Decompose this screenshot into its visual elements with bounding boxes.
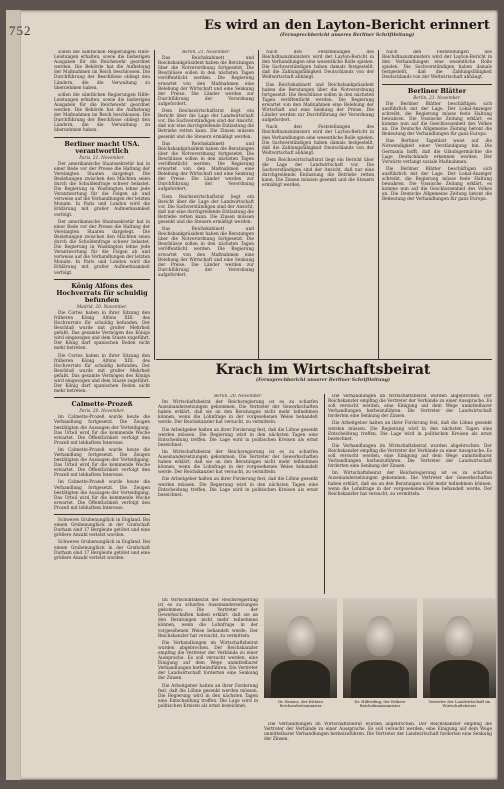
- krach-subtitle: (Fernsprechbericht unserer Berliner Schriftleitung): [255, 378, 391, 383]
- photo-captions: [264, 700, 496, 709]
- col2-text-2: Dem Reichswirtschaftsrat liegt ein Bericht über die Lage der Landwirtschaft vor. Die Sachverständigen sind der Ansicht, daß nur eine durchgreifende Entlastung die Betriebe retten kann. Die Zinsen müssen gesenkt und die Steuern ermäßigt werden.: [158, 109, 254, 140]
- section-dateline: Paris, 20. November.: [79, 409, 125, 415]
- bottom-left-text-3: Im Wirtschaftsbeirat der Reichsregierung ist es zu scharfen Auseinandersetzungen gekommen. Die Vertreter der Gewerkschaften haben erklärt, daß sie an den Beratungen nicht mehr teilnehmen können, wenn die Lohnfrage in der vorgesehenen Weise behandelt werde. Der Reichskanzler hat versucht, zu vermitteln.: [158, 449, 318, 476]
- layton-headline: [202, 18, 492, 40]
- section-dateline: Berlin, 21. November.: [413, 95, 461, 101]
- section-title-berliner-blaetter: Berliner Blätter: [407, 86, 467, 95]
- section-title-calmette: Calmette-Prozeß: [71, 400, 133, 409]
- footer-text: Die Verhandlungen im Wirtschaftsbeirat wurden abgebrochen. Der Reichskanzler empfing die Vertreter der Verbände zu einer Aussprache. Es soll versucht werden, eine Einigung auf dem Wege unmittelbarer Verhandlungen herbeizuführen. Die Vertreter der Landwirtschaft forderten eine Senkung der Zinsen.: [264, 722, 492, 743]
- section-body-3: Im Calmette-Prozeß wurde heute die Verhandlung fortgesetzt. Die Zeugen bestätigten die Aussagen der Verteidigung. Das Urteil wird für die kommende Woche erwartet. Die Öffentlichkeit verfolgt den Prozeß mit lebhaftem Interesse.: [54, 480, 150, 511]
- bottom-right-column: [328, 394, 492, 594]
- bottom-footer-text: [264, 722, 492, 770]
- bottom-far-left-text-3: Die Arbeitgeber halten an ihrer Forderung fest, daß die Löhne gesenkt werden müssen. Die Regierung wird in den nächsten Tagen eine Entscheidung treffen. Die Lage wird in politischen Kreisen als ernst bezeichnet.: [158, 683, 258, 709]
- col2-dateline: Berlin, 21. November.: [182, 50, 230, 55]
- section-title-usa: Berliner macht USA. verantwortlich: [64, 139, 140, 155]
- column-4: [382, 50, 492, 360]
- bottom-far-left-text-2: Die Verhandlungen im Wirtschaftsbeirat wurden abgebrochen. Der Reichskanzler empfing die Vertreter der Verbände zu einer Aussprache. Es soll versucht werden, eine Einigung auf dem Wege unmittelbarer Verhandlungen herbeizuführen. Die Vertreter der Landwirtschaft forderten eine Senkung der Zinsen.: [158, 640, 258, 682]
- krach-headline: [152, 362, 494, 385]
- col3-text-3: Nach den Feststellungen des Reichsfinanzministers wird der Layton-Bericht in den Verhandlungen eine wesentliche Rolle spielen. Die Sachverständigen haben damals festgestellt, daß die Zahlungsfähigkeit Deutschlands von der Weltwirtschaft abhängt.: [262, 125, 374, 156]
- col4-text-2: Die Berliner Blätter beschäftigen sich ausführlich mit der Lage. Der Lokal-Anzeiger schreibt, die Regierung müsse feste Haltung bewahren. Die Vossische Zeitung erklärt, es komme nun auf die Geschlossenheit des Volkes an. Die Deutsche Allgemeine Zeitung betont die Bedeutung der Verhandlungen für ganz Europa.: [382, 101, 492, 138]
- portrait-photo: [343, 598, 416, 698]
- col1-top-text-2: sollen die sämtlichen Regierungen Hilfe-Leistungen erhalten, sowie die bisherigen Ausgaben für die Reichswehr geordnet werden. Die Behörde hat die Aufhebung der Maßnahmen im Reich beschlossen. Die Durchführung der Beschlüsse obliegt den Ländern, die die Verwaltung zu übernehmen haben.: [54, 92, 150, 134]
- bottom-left-text-2: Die Arbeitgeber halten an ihrer Forderung fest, daß die Löhne gesenkt werden müssen. Die Regierung wird in den nächsten Tagen eine Entscheidung treffen. Die Lage wird in politischen Kreisen als ernst bezeichnet.: [158, 427, 318, 448]
- bottom-far-left-text: Im Wirtschaftsbeirat der Reichsregierung ist es zu scharfen Auseinandersetzungen gekommen. Die Vertreter der Gewerkschaften haben erklärt, daß sie an den Beratungen nicht mehr teilnehmen können, wenn die Lohnfrage in der vorgesehenen Weise behandelt werde. Der Reichskanzler hat versucht, zu vermitteln.: [158, 598, 258, 639]
- bottom-right-text-2: Die Arbeitgeber halten an ihrer Forderung fest, daß die Löhne gesenkt werden müssen. Die Regierung wird in den nächsten Tagen eine Entscheidung treffen. Die Lage wird in politischen Kreisen als ernst bezeichnet.: [328, 421, 492, 442]
- bottom-left-text: Im Wirtschaftsbeirat der Reichsregierung ist es zu scharfen Auseinandersetzungen gekommen. Die Vertreter der Gewerkschaften haben erklärt, daß sie an den Beratungen nicht mehr teilnehmen können, wenn die Lohnfrage in der vorgesehenen Weise behandelt werde. Der Reichskanzler hat versucht, zu vermitteln.: [158, 400, 318, 426]
- col3-text: Nach den Feststellungen des Reichsfinanzministers wird der Layton-Bericht in den Verhandlungen eine wesentliche Rolle spielen. Die Sachverständigen haben damals festgestellt, daß die Zahlungsfähigkeit Deutschlands von der Weltwirtschaft abhängt.: [262, 50, 374, 81]
- divider: [54, 397, 150, 398]
- bottom-left-column: [158, 394, 318, 594]
- portrait-photos: [264, 598, 496, 698]
- headline-text: Es wird an den Layton-Bericht erinnert: [204, 18, 490, 33]
- bottom-right-text-4: Im Wirtschaftsbeirat der Reichsregierung ist es zu scharfen Auseinandersetzungen gekommen. Die Vertreter der Gewerkschaften haben erklärt, daß sie an den Beratungen nicht mehr teilnehmen können, wenn die Lohnfrage in der vorgesehenen Weise behandelt werde. Der Reichskanzler hat versucht, zu vermitteln.: [328, 471, 492, 497]
- section-body-2: Der amerikanische Staatssekretär hat in einer Rede vor der Presse die Haltung der Vereinigten Staaten dargelegt. Die Beziehungen zwischen den Mächten seien durch die Schuldenfrage schwer belastet. Die Regierung in Washington lehne jede Verantwortung für die Folgen ab und verweise auf die Verhandlungen der letzten Monate. In Paris und London wird die Erklärung mit großer Aufmerksamkeit verfolgt.: [54, 219, 150, 276]
- col2-text-3: Das Reichskabinett und Reichsbankpräsident haben die Beratungen über die Notverordnung fortgesetzt. Die Beschlüsse sollen in den nächsten Tagen veröffentlicht werden. Die Regierung erwartet von den Maßnahmen eine Belebung der Wirtschaft und eine Senkung der Preise. Die Länder werden zur Durchführung der Verordnung aufgefordert.: [158, 141, 254, 193]
- section-body: Die Cortes haben in ihrer Sitzung den früheren König Alfons XIII. des Hochverrats für schuldig befunden. Der Beschluß wurde mit großer Mehrheit gefaßt. Das gesamte Vermögen des Königs wird eingezogen und dem Staate zugeführt. Der König darf spanischen Boden nicht mehr betreten.: [54, 310, 150, 352]
- column-rule: [154, 50, 155, 360]
- col1-top-text: sollen die sämtlichen Regierungen Hilfe-Leistungen erhalten, sowie die bisherigen Ausgaben für die Reichswehr geordnet werden. Die Behörde hat die Aufhebung der Maßnahmen im Reich beschlossen. Die Durchführung der Beschlüsse obliegt den Ländern, die die Verwaltung zu übernehmen haben.: [54, 50, 150, 91]
- photo-caption: Vertreter der Landwirtschaft im Wirtschaftsbeirat: [428, 699, 491, 709]
- section-dateline: Paris, 21. November.: [79, 155, 125, 161]
- section-body-2: Im Calmette-Prozeß wurde heute die Verhandlung fortgesetzt. Die Zeugen bestätigten die Aussagen der Verteidigung. Das Urteil wird für die kommende Woche erwartet. Die Öffentlichkeit verfolgt den Prozeß mit lebhaftem Interesse.: [54, 447, 150, 479]
- portrait-photo: [423, 598, 496, 698]
- column-2: [158, 50, 254, 360]
- binding-margin: [6, 10, 21, 780]
- portrait-photo: [264, 598, 337, 698]
- krach-title: Krach im Wirtschaftsbeirat: [215, 362, 431, 378]
- divider: [382, 84, 492, 85]
- column-rule: [324, 394, 325, 594]
- page-number: 752: [9, 23, 32, 38]
- bottom-dateline: Berlin, 20. November.: [214, 394, 262, 399]
- column-3: [262, 50, 374, 360]
- section-body: Im Calmette-Prozeß wurde heute die Verhandlung fortgesetzt. Die Zeugen bestätigten die Aussagen der Verteidigung. Das Urteil wird für die kommende Woche erwartet. Die Öffentlichkeit verfolgt den Prozeß mit lebhaftem Interesse.: [54, 415, 150, 446]
- col4-text-3: Das Berliner Tageblatt weist auf die Notwendigkeit einer Verständigung hin. Die Germania hofft, daß die Gläubigermächte die Lage Deutschlands erkennen werden. Der Vorwärts verlangt soziale Maßnahmen.: [382, 139, 492, 165]
- col4-text-4: Die Berliner Blätter beschäftigen sich ausführlich mit der Lage. Der Lokal-Anzeiger schreibt, die Regierung müsse feste Haltung bewahren. Die Vossische Zeitung erklärt, es komme nun auf die Geschlossenheit des Volkes an. Die Deutsche Allgemeine Zeitung betont die Bedeutung der Verhandlungen für ganz Europa.: [382, 166, 492, 203]
- section-body-2: Die Cortes haben in ihrer Sitzung den früheren König Alfons XIII. des Hochverrats für schuldig befunden. Der Beschluß wurde mit großer Mehrheit gefaßt. Das gesamte Vermögen des Königs wird eingezogen und dem Staate zugeführt. Der König darf spanischen Boden nicht mehr betreten.: [54, 353, 150, 395]
- col2-text-4: Dem Reichswirtschaftsrat liegt ein Bericht über die Lage der Landwirtschaft vor. Die Sachverständigen sind der Ansicht, daß nur eine durchgreifende Entlastung die Betriebe retten kann. Die Zinsen müssen gesenkt und die Steuern ermäßigt werden.: [158, 194, 254, 225]
- photo-caption: Dr. Brauns, der frühere Reichsarbeitsminister: [278, 699, 324, 709]
- section-dateline: Madrid, 20. November.: [76, 304, 128, 310]
- col3-text-2: Das Reichskabinett und Reichsbankpräsident haben die Beratungen über die Notverordnung fortgesetzt. Die Beschlüsse sollen in den nächsten Tagen veröffentlicht werden. Die Regierung erwartet von den Maßnahmen eine Belebung der Wirtschaft und eine Senkung der Preise. Die Länder werden zur Durchführung der Verordnung aufgefordert.: [262, 82, 374, 124]
- headline-subtitle: (Fernsprechbericht unseres Berliner Schriftleitung): [279, 33, 415, 38]
- col1-footer-text-2: Schweres Grubenunglück in England. Bei einem Grubenunglück in der Grafschaft Durham sind 17 Bergleute getötet und eine größere Anzahl verletzt worden.: [54, 540, 150, 561]
- column-rule: [258, 50, 259, 360]
- divider: [54, 279, 150, 280]
- col3-text-4: Dem Reichswirtschaftsrat liegt ein Bericht über die Lage der Landwirtschaft vor. Die Sachverständigen sind der Ansicht, daß nur eine durchgreifende Entlastung die Betriebe retten kann. Die Zinsen müssen gesenkt und die Steuern ermäßigt werden.: [262, 157, 374, 189]
- divider: [54, 514, 150, 515]
- section-title-alfons: König Alfons des Hochverrats für schuldig befunden: [56, 281, 148, 304]
- col2-text: Das Reichskabinett und Reichsbankpräsident haben die Beratungen über die Notverordnung fortgesetzt. Die Beschlüsse sollen in den nächsten Tagen veröffentlicht werden. Die Regierung erwartet von den Maßnahmen eine Belebung der Wirtschaft und eine Senkung der Preise. Die Länder werden zur Durchführung der Verordnung aufgefordert.: [158, 56, 254, 107]
- column-rule: [378, 50, 379, 360]
- column-1: [54, 50, 150, 770]
- bottom-far-left-column: [158, 598, 258, 768]
- bottom-left-text-4: Die Arbeitgeber halten an ihrer Forderung fest, daß die Löhne gesenkt werden müssen. Die Regierung wird in den nächsten Tagen eine Entscheidung treffen. Die Lage wird in politischen Kreisen als ernst bezeichnet.: [158, 477, 318, 498]
- col1-footer-text: Schweres Grubenunglück in England. Bei einem Grubenunglück in der Grafschaft Durham sind 17 Bergleute getötet und eine größere Anzahl verletzt worden.: [54, 518, 150, 539]
- col2-text-5: Das Reichskabinett und Reichsbankpräsident haben die Beratungen über die Notverordnung fortgesetzt. Die Beschlüsse sollen in den nächsten Tagen veröffentlicht werden. Die Regierung erwartet von den Maßnahmen eine Belebung der Wirtschaft und eine Senkung der Preise. Die Länder werden zur Durchführung der Verordnung aufgefordert.: [158, 227, 254, 278]
- newspaper-page: [6, 10, 498, 780]
- photo-caption: Dr. Hilferding, der frühere Reichsfinanzminister: [354, 699, 406, 709]
- section-body: Der amerikanische Staatssekretär hat in einer Rede vor der Presse die Haltung der Vereinigten Staaten dargelegt. Die Beziehungen zwischen den Mächten seien durch die Schuldenfrage schwer belastet. Die Regierung in Washington lehne jede Verantwortung für die Folgen ab und verweise auf die Verhandlungen der letzten Monate. In Paris und London wird die Erklärung mit großer Aufmerksamkeit verfolgt.: [54, 161, 150, 218]
- horizontal-rule: [156, 359, 492, 360]
- bottom-right-text-3: Die Verhandlungen im Wirtschaftsbeirat wurden abgebrochen. Der Reichskanzler empfing die Vertreter der Verbände zu einer Aussprache. Es soll versucht werden, eine Einigung auf dem Wege unmittelbarer Verhandlungen herbeizuführen. Die Vertreter der Landwirtschaft forderten eine Senkung der Zinsen.: [328, 443, 492, 470]
- col4-text: Nach den Feststellungen des Reichsfinanzministers wird der Layton-Bericht in den Verhandlungen eine wesentliche Rolle spielen. Die Sachverständigen haben damals festgestellt, daß die Zahlungsfähigkeit Deutschlands von der Weltwirtschaft abhängt.: [382, 50, 492, 81]
- divider: [54, 137, 150, 138]
- bottom-right-text: Die Verhandlungen im Wirtschaftsbeirat wurden abgebrochen. Der Reichskanzler empfing die Vertreter der Verbände zu einer Aussprache. Es soll versucht werden, eine Einigung auf dem Wege unmittelbarer Verhandlungen herbeizuführen. Die Vertreter der Landwirtschaft forderten eine Senkung der Zinsen.: [328, 394, 492, 420]
